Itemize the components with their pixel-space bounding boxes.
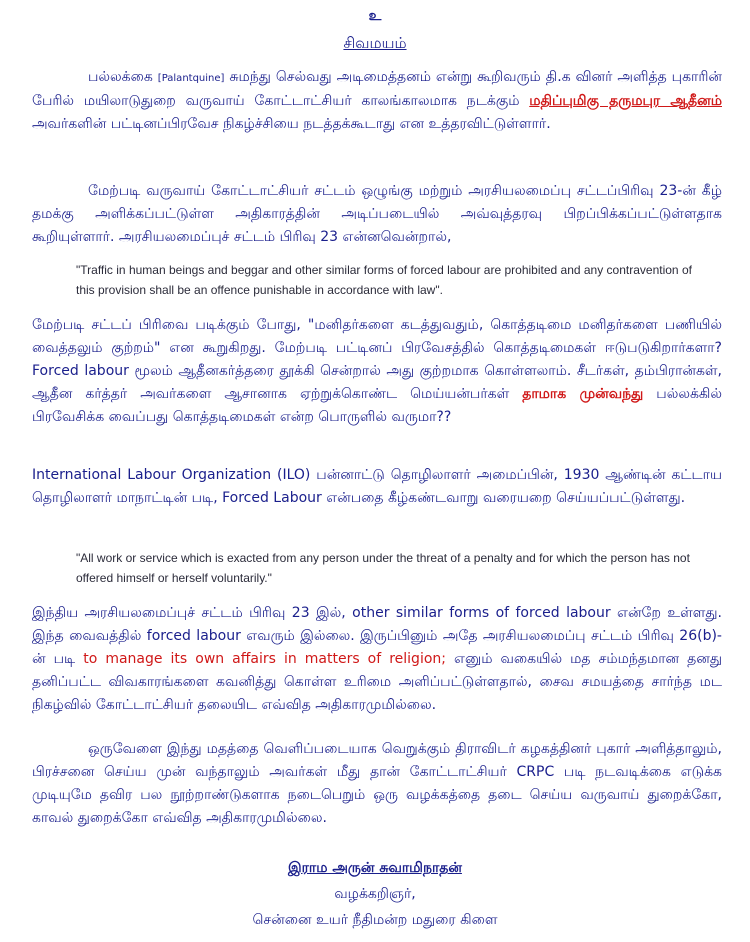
paragraph-6: ஒருவேளை இந்து மதத்தை வெளிப்படையாக வெறுக்கும் திராவிடர் கழகத்தினர் புகார் அளித்தாலும், பிரச்சனை செய்ய முன் வந்தாலும் அவர்கள் மீது தான் கோட்டாட்சியர் CRPC படி நடவடிக்கை எடுக்க முடியுமே தவிர பல நூற்றாண்டுகளாக நடைபெறும் ஒரு வழக்கத்தை தடை செய்ய வருவாய் துறைக்கோ, காவல் துறைக்கோ எவ்வித அதிகாரமுமில்லை. (32, 741, 722, 826)
paragraph-5: இந்திய அரசியலமைப்புச் சட்டம் பிரிவு 23 இல், other similar forms of forced labour என்றே உள்ளது. இந்த வைவத்தில் forced labour எவரும் இல்லை. இருப்பினும் அதே அரசியலமைப்பு சட்டம் பிரிவு 26(b)-ன் படி to manage its own affairs in matters of religion; எனும் வகையில் மத சம்மந்தமான தனது தனிப்பட்ட விவகாரங்களை கவனித்து கொள்ள உரிமை அளிப்பட்டுள்ளதால், சைவ சமயத்தை சார்ந்த மட நிகழ்வில் கோட்டாட்சியர் தலையிட எவ்வித அதிகாரமுமில்லை. (32, 605, 722, 713)
highlight-dharmapuram-aadheenam: மதிப்புமிகு தருமபுர ஆதீனம் (529, 93, 722, 109)
header-mark: உ (368, 8, 382, 24)
highlight-voluntarily: தாமாக முன்வந்து (522, 386, 644, 402)
highlight-article-26b: to manage its own affairs in matters of religion; (83, 651, 446, 667)
quote-ilo-definition: "All work or service which is exacted from any person under the threat of a penalty and for which the person has not offered himself or herself voluntarily." (76, 551, 690, 585)
signature-court: சென்னை உயர் நீதிமன்ற மதுரை கிளை (252, 912, 498, 928)
palanquin-term: [Palantquine] (157, 73, 225, 84)
quote-article-23: "Traffic in human beings and beggar and other similar forms of forced labour are prohibited and any contravention of this provision shall be an offence punishable in accordance with law". (76, 263, 692, 297)
paragraph-1: பல்லக்கை [Palantquine] சுமந்து செல்வது அடிமைத்தனம் என்று கூறிவரும் தி.க வினர் அளித்த புகாரின் பேரில் மயிலாடுதுறை வருவாய் கோட்டாட்சியர் காலங்காலமாக நடக்கும் மதிப்புமிகு தருமபுர ஆதீனம் அவர்களின் பட்டினப்பிரவேச நிகழ்ச்சியை நடத்தக்கூடாது என உத்தரவிட்டுள்ளார். (32, 69, 722, 132)
signature-role: வழக்கறிஞர், (334, 886, 416, 902)
paragraph-3: மேற்படி சட்டப் பிரிவை படிக்கும் போது, "மனிதர்களை கடத்துவதும், கொத்தடிமை மனிதர்களை பணியில் வைத்தலும் குற்றம்" என கூறுகிறது. மேற்படி பட்டினப் பிரவேசத்தில் கொத்தடிமைகள் ஈடுபடுகிறார்களா? Forced labour மூலம் ஆதீனகர்த்தரை தூக்கி சென்றால் அது குற்றமாக கொள்ளலாம். சீடர்கள், தம்பிரான்கள், ஆதீன கர்த்தர் அவர்களை ஆசானாக ஏற்றுக்கொண்ட மெய்யன்பர்கள் தாமாக முன்வந்து பல்லக்கில் பிரவேசிக்க வைப்பது கொத்தடிமைகள் என்ற பொருளில் வருமா?? (32, 317, 722, 425)
page-title: சிவமயம் (343, 34, 407, 52)
signature-name: இராம அருன் சுவாமிநாதன் (288, 860, 462, 876)
paragraph-2: மேற்படி வருவாய் கோட்டாட்சியர் சட்டம் ஒழுங்கு மற்றும் அரசியலமைப்பு சட்டப்பிரிவு 23-ன் கீழ் தமக்கு அளிக்கப்பட்டுள்ள அதிகாரத்தின் அடிப்படையில் அவ்வுத்தரவு பிறப்பிக்கப்பட்டுள்ளதாக கூறியுள்ளார். அரசியலமைப்புச் சட்டம் பிரிவு 23 என்னவென்றால், (32, 183, 723, 245)
paragraph-4: International Labour Organization (ILO) பன்னாட்டு தொழிலாளர் அமைப்பின், 1930 ஆண்டின் கட்டாய தொழிலாளர் மாநாட்டின் படி, Forced Labour என்பதை கீழ்கண்டவாறு வரையறை செய்யப்பட்டுள்ளது. (32, 467, 722, 506)
